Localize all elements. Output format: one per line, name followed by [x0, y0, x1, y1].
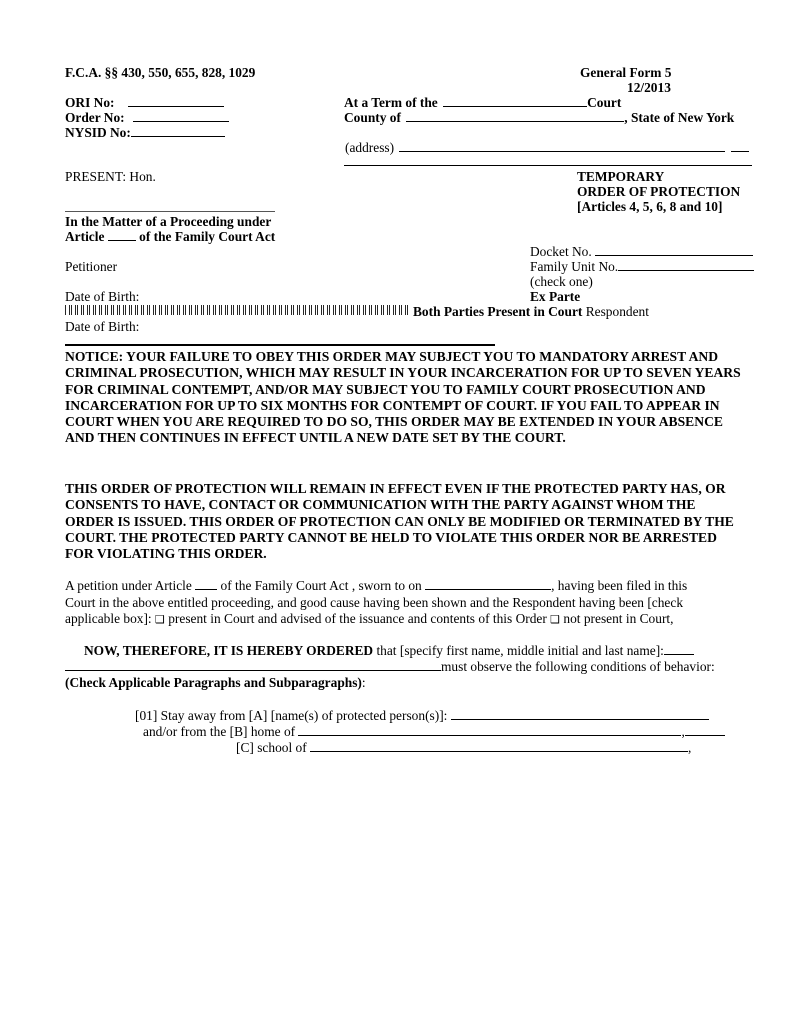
ori-blank[interactable]: [128, 96, 224, 107]
nysid-blank[interactable]: [131, 126, 225, 137]
home-of-blank-end[interactable]: [685, 725, 725, 736]
matter-line-2: [65, 229, 275, 245]
present-checkbox-icon[interactable]: ❑: [155, 613, 165, 626]
petition-text-a: A petition under Article: [65, 578, 192, 593]
comma: ,: [681, 724, 685, 739]
ori-field[interactable]: [65, 95, 224, 111]
address-label: (address): [345, 140, 395, 155]
title-articles: [Articles 4, 5, 6, 8 and 10]: [577, 199, 723, 214]
court-label: Court: [587, 95, 622, 110]
both-parties-option[interactable]: [413, 304, 649, 320]
nysid-label: NYSID No:: [65, 125, 131, 140]
stay-away-label: Stay away from [A]: [160, 708, 268, 723]
item-01-b-home[interactable]: [143, 724, 725, 740]
respondent-label: Respondent: [585, 304, 649, 319]
title-order: ORDER OF PROTECTION: [577, 184, 741, 199]
dob-label-petitioner: Date of Birth:: [65, 289, 140, 304]
protected-persons-label: [name(s) of protected person(s)]:: [270, 708, 448, 723]
docket-field[interactable]: [530, 244, 753, 260]
petitioner-label: Petitioner: [65, 259, 118, 274]
not-present-option-label: not present in Court,: [563, 611, 674, 626]
ordered-line: [84, 643, 694, 659]
fca-label: of the Family Court Act: [139, 229, 276, 244]
article-blank[interactable]: [108, 230, 136, 241]
petition-line-3: [65, 611, 673, 627]
protected-persons-blank[interactable]: [451, 709, 709, 720]
ori-label: ORI No:: [65, 95, 115, 110]
comma: ,: [688, 740, 692, 755]
docket-blank[interactable]: [595, 245, 753, 256]
option-c-label: [C]: [236, 740, 254, 755]
address-line-2[interactable]: [344, 165, 752, 166]
option-b-label: and/or from the [B]: [143, 724, 248, 739]
judge-line[interactable]: [65, 211, 275, 212]
sworn-date-blank[interactable]: [425, 579, 551, 590]
address-blank-end: [731, 141, 749, 152]
check-paragraphs-label: (Check Applicable Paragraphs and Subparagraphs): [65, 675, 362, 690]
colon: :: [361, 675, 366, 690]
address-field[interactable]: [345, 140, 749, 156]
school-of-blank[interactable]: [310, 741, 688, 752]
county-label: County of: [344, 110, 401, 125]
present-judge: PRESENT: Hon.: [65, 169, 156, 184]
order-field[interactable]: [65, 110, 229, 126]
petition-text-d: applicable box]:: [65, 611, 152, 626]
not-present-checkbox-icon[interactable]: ❑: [550, 613, 561, 626]
present-option-label: present in Court and advised of the issuance and contents of this Order: [168, 611, 547, 626]
county-blank[interactable]: [406, 111, 624, 122]
home-of-label: home of: [250, 724, 296, 739]
must-observe-line: [65, 659, 715, 675]
notice-paragraph-2: THIS ORDER OF PROTECTION WILL REMAIN IN EFFECT EVEN IF THE PROTECTED PARTY HAS, OR CONSENTS TO HAVE, CONTACT OR COMMUNICATION WITH THE PARTY AGAINST WHOM THE ORDER IS ISSUED. THIS ORDER OF PROTECTION CAN ONLY BE MODIFIED OR TERMINATED BY THE COURT. THE PROTECTED PARTY CANNOT BE HELD TO VIOLATE THIS ORDER NOR BE ARRESTED FOR VIOLATING THIS ORDER.: [65, 481, 734, 562]
check-paragraphs-line: [65, 675, 366, 691]
article-label: Article: [65, 229, 105, 244]
respondent-name-blank-2[interactable]: [65, 660, 441, 671]
article-number-blank[interactable]: [195, 579, 217, 590]
respondent-name-blank-1[interactable]: [664, 644, 694, 655]
order-blank[interactable]: [133, 111, 229, 122]
respondent-rule: [65, 344, 495, 346]
school-of-label: school of: [257, 740, 307, 755]
term-field[interactable]: [344, 95, 621, 111]
order-label: Order No:: [65, 110, 125, 125]
ex-parte-option[interactable]: [530, 289, 580, 305]
ex-parte-label: Ex Parte: [530, 289, 581, 304]
check-one-label: (check one): [530, 274, 593, 289]
petition-line-1: [65, 578, 687, 594]
both-parties-label: Both Parties Present in Court: [413, 304, 583, 319]
state-label: , State of New York: [624, 110, 735, 125]
item-01-c-school[interactable]: [236, 740, 691, 756]
petition-text-c: , having been filed in this: [551, 578, 688, 593]
dob-label-respondent: Date of Birth:: [65, 319, 140, 334]
family-unit-blank[interactable]: [618, 260, 754, 271]
matter-line-1: In the Matter of a Proceeding under: [65, 214, 272, 229]
home-of-blank[interactable]: [298, 725, 681, 736]
ordered-rest: that [specify first name, middle initial and last name]:: [376, 643, 664, 658]
family-unit-field[interactable]: [530, 259, 754, 275]
notice-paragraph-1: NOTICE: YOUR FAILURE TO OBEY THIS ORDER MAY SUBJECT YOU TO MANDATORY ARREST AND CRIMINAL PROSECUTION, WHICH MAY RESULT IN YOUR INCARCERATION FOR UP TO SEVEN YEARS FOR CRIMINAL CONTEMPT, AND/OR MAY SUBJECT YOU TO FAMILY COURT PROSECUTION AND INCARCERATION FOR UP TO SIX MONTHS FOR CONTEMPT OF COURT. IF YOU FAIL TO APPEAR IN COURT WHEN YOU ARE REQUIRED TO DO SO, THIS ORDER MAY BE EXTENDED IN YOUR ABSENCE AND THEN CONTINUES IN EFFECT UNTIL A NEW DATE SET BY THE COURT.: [65, 349, 741, 446]
term-label: At a Term of the: [344, 95, 438, 110]
missing-glyph-row: [65, 305, 411, 315]
docket-label: Docket No.: [530, 244, 592, 259]
county-field[interactable]: [344, 110, 734, 126]
ordered-bold: NOW, THEREFORE, IT IS HEREBY ORDERED: [84, 643, 374, 658]
petition-line-2: Court in the above entitled proceeding, and good cause having been shown and the Respondent having been [check: [65, 595, 684, 610]
form-date: 12/2013: [627, 80, 671, 95]
item-01-stay-away[interactable]: [135, 708, 709, 724]
statute-citation: F.C.A. §§ 430, 550, 655, 828, 1029: [65, 65, 256, 80]
term-blank[interactable]: [443, 96, 587, 107]
form-name: General Form 5: [580, 65, 672, 80]
address-blank[interactable]: [399, 141, 725, 152]
item-number: [01]: [135, 708, 158, 723]
petition-text-b: of the Family Court Act , sworn to on: [220, 578, 422, 593]
family-unit-label: Family Unit No.: [530, 259, 619, 274]
title-temporary: TEMPORARY: [577, 169, 665, 184]
nysid-field[interactable]: [65, 125, 225, 141]
must-observe-text: must observe the following conditions of behavior:: [441, 659, 715, 674]
